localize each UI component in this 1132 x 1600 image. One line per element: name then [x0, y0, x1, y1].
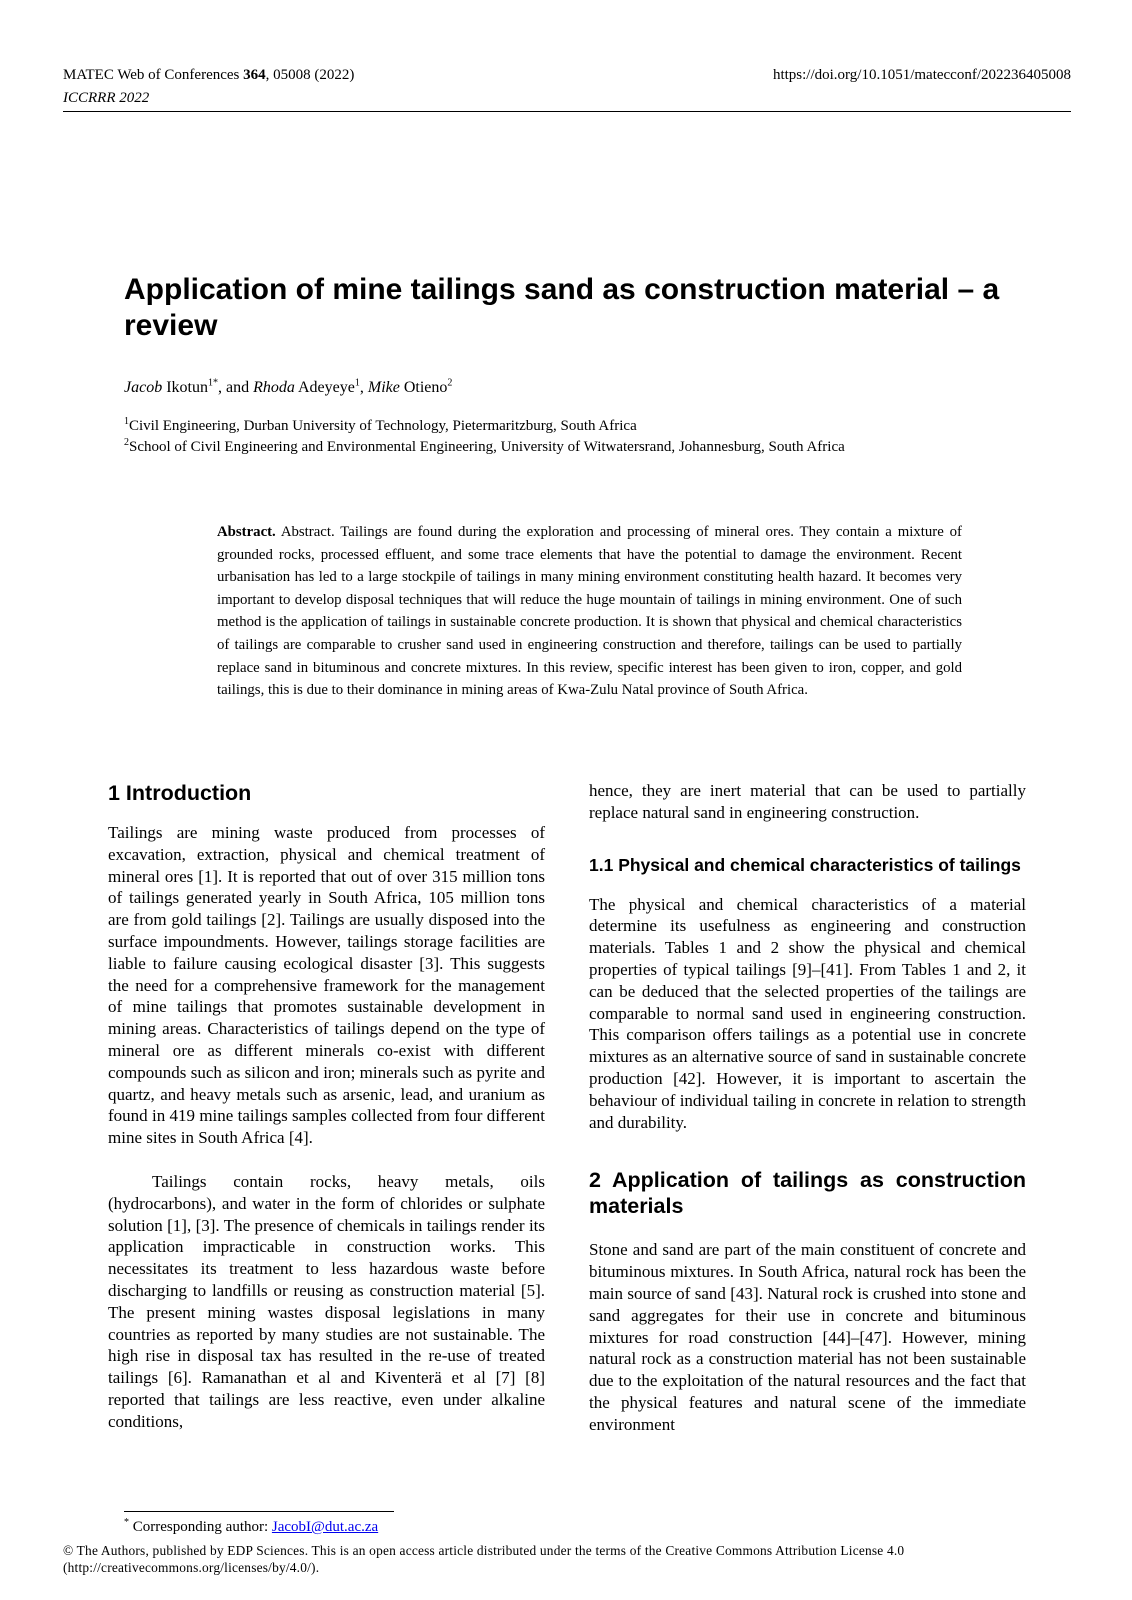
author-separator: , and — [217, 379, 254, 396]
article-number: , 05008 (2022) — [265, 67, 355, 83]
author-given-name: Jacob — [124, 379, 163, 396]
affiliation-text: Civil Engineering, Durban University of Technology, Pietermaritzburg, South Africa — [129, 418, 637, 434]
abstract-text: Abstract. Tailings are found during the exploration and processing of mineral ores. They contain a mixture of grounded rocks, processed effluent, and some trace elements that have the potential to damage the environment. Recent urbanisation has led to a large stockpile of tailings in many mining environment constituting health hazard. It becomes very important to develop disposal techniques that will reduce the huge mountain of tailings in mining environment. One of such method is the application of tailings in sustainable concrete production. It is shown that physical and chemical characteristics of tailings are comparable to crusher sand used in engineering construction and therefore, tailings can be used to partially replace sand in bituminous and concrete mixtures. In this review, specific interest has been given to iron, copper, and gold tailings, this is due to their dominance in mining areas of Kwa-Zulu Natal province of South Africa. — [217, 524, 962, 699]
doi-link[interactable]: https://doi.org/10.1051/matecconf/202236405008 — [772, 67, 1071, 83]
subsection-heading: 1.1 Physical and chemical characteristics of tailings — [589, 854, 1021, 875]
section-heading: 2 Application of tailings as construction materials — [589, 1168, 1026, 1219]
affiliation — [124, 417, 637, 436]
author-affiliation-mark: 1* — [207, 377, 218, 389]
corresponding-email-link[interactable]: JacobI@dut.ac.za — [271, 1519, 379, 1535]
paragraph: The physical and chemical characteristics of a material determine its usefulness as engineering and construction materials. Tables 1 and 2 show the physical and chemical properties of typical tailings [9]–[41]. From Tables 1 and 2, it can be deduced that the selected properties of the tailings are comparable to normal sand used in engineering construction. This comparison offers tailings as a potential use in concrete mixtures as an alternative source of sand in sustainable concrete production [42]. However, it is important to ascertain the behaviour of individual tailing in concrete in relation to strength and durability. — [589, 894, 1026, 1132]
footnote — [124, 1518, 378, 1537]
author-given-name: Mike — [367, 379, 400, 396]
conference-name: ICCRRR 2022 — [63, 90, 150, 106]
footnote-label: Corresponding author: — [132, 1519, 272, 1535]
footnote-rule — [124, 1511, 394, 1512]
journal-citation — [63, 66, 354, 84]
journal-volume: 364 — [243, 67, 266, 83]
license-notice: © The Authors, published by EDP Sciences. This is an open access article distributed under the terms of the Creative Commons Attribution License 4.0 (http://creativecommons.org/licenses/by/4.0/). — [63, 1543, 905, 1575]
footnote-marker: * — [124, 1517, 129, 1528]
journal-name: MATEC Web of Conferences — [63, 67, 244, 83]
affiliation-mark: 1 — [124, 416, 129, 427]
left-column — [108, 780, 545, 1433]
right-column — [589, 780, 1026, 1436]
paper-title: Application of mine tailings sand as construction material – a review — [124, 273, 1000, 342]
author-family-name: Ikotun — [162, 379, 208, 396]
author-list — [124, 378, 452, 398]
affiliation-mark: 2 — [124, 437, 129, 448]
paragraph: Tailings are mining waste produced from processes of excavation, extraction, physical and chemical treatment of mineral ores [1]. It is reported that out of over 315 million tons of tailings generated yearly in South Africa, 105 million tons are from gold tailings [2]. Tailings are usually disposed into the surface impoundments. However, tailings storage facilities are liable to failure causing ecological disaster [3]. This suggests the need for a comprehensive framework for the management of mine tailings that promotes sustainable development in mining areas. Characteristics of tailings depend on the type of mineral ore as different minerals co-exist with different compounds such as silicon and iron; minerals such as pyrite and quartz, and heavy metals such as arsenic, lead, and uranium as found in 419 mine tailings samples collected from four different mine sites in South Africa [4]. — [108, 823, 545, 1148]
affiliation-text: School of Civil Engineering and Environmental Engineering, University of Witwatersrand, Johannesburg, South Africa — [129, 439, 845, 455]
paragraph: hence, they are inert material that can be used to partially replace natural sand in engineering construction. — [589, 781, 1026, 822]
abstract-label: Abstract. — [217, 524, 276, 540]
paragraph: Stone and sand are part of the main constituent of concrete and bituminous mixtures. In South Africa, natural rock has been the main source of sand [43]. Natural rock is crushed into stone and sand aggregates for their use in concrete and bituminous mixtures for road construction [44]–[47]. However, mining natural rock as a construction material has not been sustainable due to the exploitation of the natural resources and the fact that the physical features and natural scene of the immediate environment — [589, 1240, 1026, 1434]
author-affiliation-mark: 1 — [354, 377, 360, 389]
header-rule — [63, 111, 1071, 112]
author-affiliation-mark: 2 — [447, 377, 453, 389]
affiliation — [124, 438, 845, 457]
author-separator: , — [359, 379, 368, 396]
author-family-name: Otieno — [399, 379, 448, 396]
abstract — [217, 521, 962, 702]
section-heading: 1 Introduction — [108, 781, 252, 805]
paragraph: Tailings contain rocks, heavy metals, oils (hydrocarbons), and water in the form of chlorides or sulphate solution [1], [3]. The presence of chemicals in tailings render its application impracticable in construction works. This necessitates its treatment to less hazardous waste before discharging to landfills or reusing as construction material [5]. The present mining wastes disposal legislations in many countries as reported by many studies are not sustainable. The high rise in disposal tax has resulted in the re-use of treated tailings [6]. Ramanathan et al and Kiventerä et al [7] [8] reported that tailings are less reactive, even under alkaline conditions, — [108, 1171, 545, 1431]
author-family-name: Adeyeye — [294, 379, 355, 396]
author-given-name: Rhoda — [253, 379, 295, 396]
